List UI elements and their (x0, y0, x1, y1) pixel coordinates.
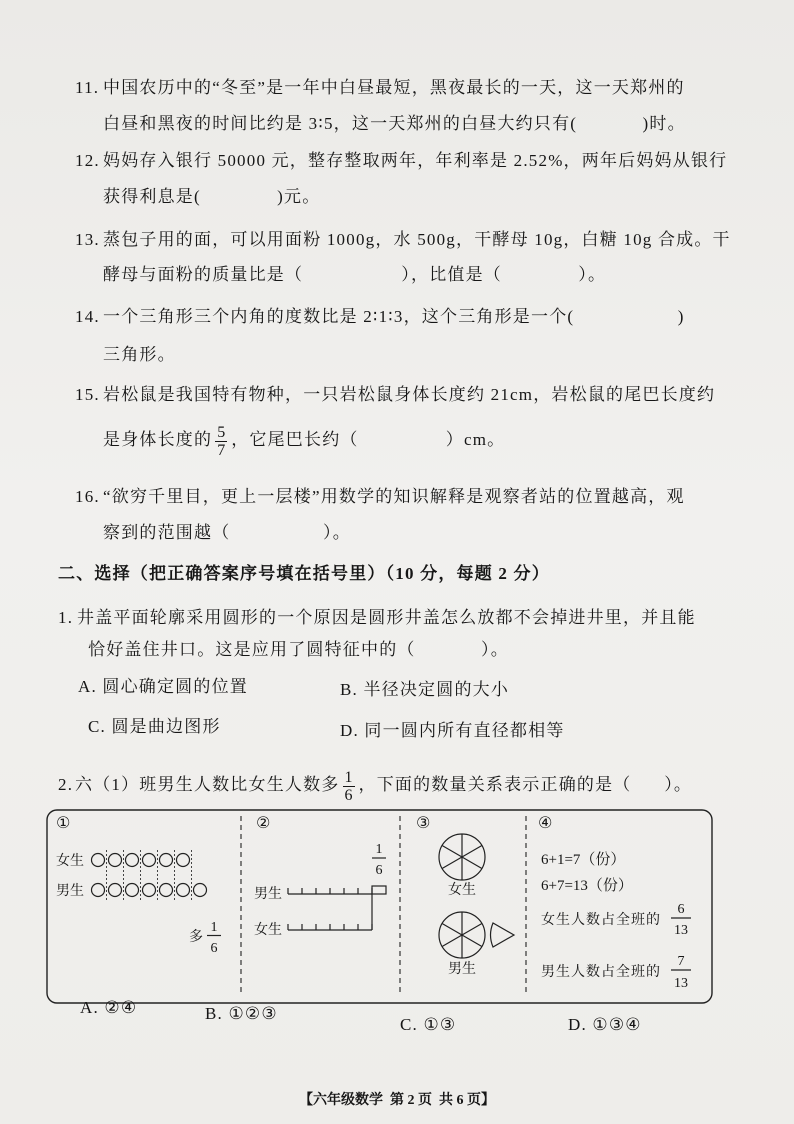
boy-unit-circle (126, 884, 139, 897)
boy-unit-circle (109, 884, 122, 897)
question-12-number: 12. (75, 151, 100, 170)
boys-extra-segment (372, 886, 386, 894)
panel-2-fraction-numerator: 1 (375, 842, 383, 857)
question-11-line-1: 中国农历中的“冬至”是一年中白昼最短，黑夜最长的一天，这一天郑州的 (103, 78, 685, 97)
choice-question-2-option-b: B. ①②③ (205, 1004, 278, 1023)
question-11-number: 11. (75, 78, 100, 97)
boy-unit-circle (160, 884, 173, 897)
question-15-line-1: 岩松鼠是我国特有物种，一只岩松鼠身体长度约 21cm，岩松鼠的尾巴长度约 (103, 385, 716, 404)
question-16-line-1: “欲穷千里目，更上一层楼”用数学的知识解释是观察者站的位置越高，观 (103, 487, 685, 506)
panel-3-label: ③ (416, 813, 431, 832)
fraction-denominator: 6 (344, 786, 353, 804)
question-13-line-1: 蒸包子用的面，可以用面粉 1000g，水 500g，干酵母 10g，白糖 10g 合成。干 (103, 230, 731, 249)
choice-question-2-text (75, 765, 692, 805)
question-15-line-2-before: 是身体长度的 (103, 430, 213, 449)
choice-question-2-option-d: D. ①③④ (568, 1015, 642, 1034)
panel-2-girls-label: 女生 (254, 923, 282, 938)
choice-question-1-option-c: C. 圆是曲边图形 (88, 717, 221, 736)
girl-unit-circle (126, 854, 139, 867)
choice-question-2-after: ，下面的数量关系表示正确的是（ ）。 (358, 775, 693, 794)
boy-unit-circle (143, 884, 156, 897)
choice-question-2-option-c: C. ①③ (400, 1015, 457, 1034)
choice-question-1-option-d: D. 同一圆内所有直径都相等 (340, 721, 565, 740)
girl-unit-circle (160, 854, 173, 867)
fraction-denominator: 7 (217, 441, 226, 459)
boys-segment-bar (288, 888, 372, 894)
question-16-line-2: 察到的范围越（ ）。 (103, 523, 351, 542)
girl-unit-circle (143, 854, 156, 867)
panel-1-girls-label: 女生 (56, 854, 84, 869)
choice-question-1-line-2: 恰好盖住井口。这是应用了圆特征中的（ ）。 (88, 640, 509, 659)
panel-1-more-label: 多 (189, 930, 203, 945)
boys-share-fraction-numerator: 7 (677, 954, 685, 969)
panel-1-label: ① (56, 813, 71, 832)
choice-question-1-option-b: B. 半径决定圆的大小 (340, 680, 510, 699)
panel-4-equation-1: 6+1=7（份） (541, 852, 626, 868)
girls-share-fraction-numerator: 6 (677, 902, 685, 917)
panel-2-fraction-denominator: 6 (375, 863, 383, 878)
fraction-five-sevenths (215, 424, 227, 459)
page-footer: 【六年级数学 第 2 页 共 6 页】 (299, 1093, 495, 1108)
question-13-line-2: 酵母与面粉的质量比是（ ），比值是（ ）。 (103, 265, 607, 284)
question-13-number: 13. (75, 230, 100, 249)
boy-unit-circle (177, 884, 190, 897)
panel-1-fraction-numerator: 1 (210, 920, 218, 935)
panel-3-girls-label: 女生 (448, 883, 476, 898)
boys-pie-dividers (442, 912, 482, 958)
choice-question-1-option-a: A. 圆心确定圆的位置 (78, 677, 248, 696)
choice-question-2-option-a: A. ②④ (80, 998, 138, 1017)
panel-4-calculation (538, 813, 691, 991)
choice-question-2-number: 2. (58, 775, 74, 794)
fraction-one-sixth (343, 769, 355, 804)
question-15-line-2-after: ，它尾巴长约（ ）cm。 (231, 430, 506, 449)
question-14-line-1: 一个三角形三个内角的度数比是 2∶1∶3，这个三角形是一个( ) (103, 307, 685, 326)
panel-2-boys-label: 男生 (254, 887, 282, 902)
quantity-relation-figure (44, 806, 718, 1010)
choice-question-2-before: 六（1）班男生人数比女生人数多 (75, 775, 340, 794)
choice-question-1-line-1: 井盖平面轮廓采用圆形的一个原因是圆形井盖怎么放都不会掉进井里，并且能 (77, 608, 696, 627)
question-11-line-2: 白昼和黑夜的时间比约是 3∶5，这一天郑州的白昼大约只有( )时。 (103, 114, 686, 133)
panel-4-equation-2: 6+7=13（份） (541, 878, 633, 894)
question-12-line-2: 获得利息是( )元。 (103, 187, 321, 206)
question-15-line-2 (103, 420, 505, 460)
question-14-number: 14. (75, 307, 100, 326)
panel-2-label: ② (256, 813, 271, 832)
girl-unit-circle (92, 854, 105, 867)
girls-segment-bar (288, 924, 372, 930)
girls-pie-dividers (442, 834, 482, 880)
question-12-line-1: 妈妈存入银行 50000 元，整存整取两年，年利率是 2.52%，两年后妈妈从银行 (103, 151, 728, 170)
boy-unit-circle (194, 884, 207, 897)
girl-unit-circle (109, 854, 122, 867)
panel-4-label: ④ (538, 813, 553, 832)
panel-1-circle-model (56, 813, 221, 956)
boys-extra-sector (491, 923, 515, 947)
boys-share-fraction-denominator: 13 (674, 976, 688, 991)
boy-unit-circle (92, 884, 105, 897)
panel-4-girls-share-text: 女生人数占全班的 (541, 913, 661, 928)
question-16-number: 16. (75, 487, 100, 506)
panel-3-pie-model (416, 813, 514, 977)
panel-2-segment-model (254, 813, 386, 938)
panel-1-fraction-denominator: 6 (210, 941, 218, 956)
panel-4-boys-share-text: 男生人数占全班的 (541, 965, 661, 980)
girls-share-fraction-denominator: 13 (674, 923, 688, 938)
panel-1-boys-label: 男生 (56, 884, 84, 899)
choice-question-1-number: 1. (58, 608, 74, 627)
fraction-numerator: 1 (344, 768, 353, 786)
question-15-number: 15. (75, 385, 100, 404)
girl-unit-circle (177, 854, 190, 867)
section-heading-choice: 二、选择（把正确答案序号填在括号里）（10 分，每题 2 分） (58, 564, 550, 583)
panel-3-boys-label: 男生 (448, 962, 476, 977)
fraction-numerator: 5 (217, 423, 226, 441)
question-14-line-2: 三角形。 (103, 345, 176, 364)
